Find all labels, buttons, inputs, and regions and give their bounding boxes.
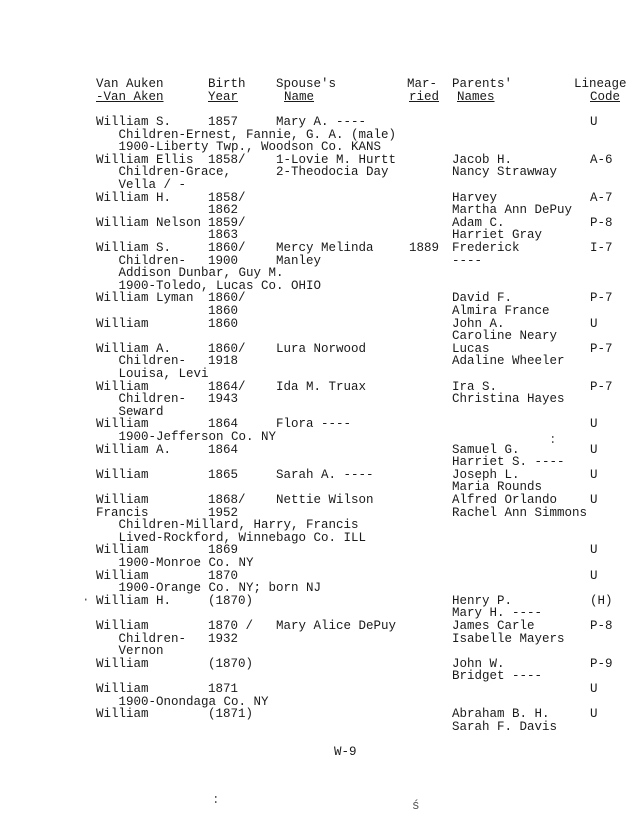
entry-parents: Isabelle Mayers	[452, 631, 565, 646]
header-lineage-line2: Code	[590, 90, 621, 104]
scan-speck: ·	[82, 593, 90, 607]
entry-name: Addison Dunbar, Guy M.	[96, 266, 284, 281]
entry-name: William A.	[96, 341, 172, 356]
entry-name: Children-	[96, 631, 187, 646]
entry-birth-year: 1870	[208, 568, 239, 583]
entry-name: William	[96, 379, 149, 394]
entry-birth-year: 1862	[208, 203, 239, 218]
scan-speck: ś	[412, 799, 420, 813]
page-number: W-9	[334, 745, 357, 759]
entry-name: Louisa, Levi	[96, 367, 209, 381]
entry-parents: David F.	[452, 291, 513, 306]
entry-lineage-code: I-7	[590, 241, 613, 255]
entry-parents: John W.	[452, 656, 505, 671]
entry-name: Children-	[96, 354, 187, 369]
entry-name: William	[96, 619, 149, 633]
entry-parents: Joseph L.	[452, 467, 520, 482]
header-spouse-line2: Name	[284, 90, 315, 104]
header-married-line1: Mar-	[407, 77, 438, 91]
entry-married-year: 1889	[409, 241, 440, 255]
entry-parents: Ira S.	[452, 379, 498, 394]
entry-name: 1900-Liberty Twp., Woodson Co. KANS	[96, 140, 382, 155]
entry-parents: Adaline Wheeler	[452, 354, 565, 369]
header-parents-line2: Names	[457, 90, 495, 104]
entry-lineage-code: U	[590, 467, 598, 482]
entry-lineage-code: U	[590, 493, 598, 507]
entry-spouse: Flora ----	[276, 417, 352, 432]
entry-parents: Samuel G.	[452, 442, 520, 457]
entry-birth-year: 1860	[208, 304, 239, 318]
entry-name: Children-Grace,	[96, 165, 232, 180]
entry-name: Francis	[96, 505, 149, 520]
entry-name: William	[96, 467, 149, 482]
entry-birth-year: 1869	[208, 543, 239, 558]
entry-name: William S.	[96, 241, 172, 255]
entry-lineage-code: A-6	[590, 152, 613, 167]
entry-lineage-code: U	[590, 316, 598, 331]
entry-birth-year: (1870)	[208, 593, 254, 608]
entry-name: William S.	[96, 115, 172, 129]
entry-birth-year: 1860	[208, 316, 239, 331]
entry-parents: Harvey	[452, 190, 498, 205]
entry-parents: Caroline Neary	[452, 329, 558, 344]
entry-name: William	[96, 417, 149, 432]
entry-birth-year: 1860/	[208, 341, 246, 356]
entry-spouse: Sarah A. ----	[276, 467, 374, 482]
entry-parents: Rachel Ann Simmons	[452, 505, 588, 520]
entry-name: William	[96, 707, 149, 722]
entry-birth-year: 1858/	[208, 152, 246, 167]
header-lineage-line1: Lineage	[574, 77, 627, 91]
entry-lineage-code: P-7	[590, 341, 613, 356]
header-birth-line1: Birth	[208, 77, 246, 91]
entry-spouse: Lura Norwood	[276, 341, 367, 356]
entry-lineage-code: U	[590, 442, 598, 457]
entry-birth-year: 1864	[208, 417, 239, 432]
entry-parents: ----	[452, 253, 483, 268]
entry-birth-year: (1870)	[208, 656, 254, 671]
scan-speck: :	[212, 793, 220, 807]
header-birth-line2: Year	[208, 90, 239, 104]
header-name-line1: Van Auken	[96, 77, 164, 91]
entry-parents: Nancy Strawway	[452, 165, 558, 180]
entry-birth-year: 1859/	[208, 215, 246, 230]
entry-parents: Bridget ----	[452, 669, 543, 684]
header-parents-line1: Parents'	[452, 77, 513, 91]
entry-name: William H.	[96, 190, 172, 205]
entry-parents: Christina Hayes	[452, 392, 565, 407]
entry-parents: Lucas	[452, 341, 490, 356]
entry-parents: Mary H. ----	[452, 606, 543, 621]
entry-birth-year: 1865	[208, 467, 239, 482]
entry-name: 1900-Monroe Co. NY	[96, 556, 254, 570]
entry-spouse: Mary A. ----	[276, 115, 367, 129]
entry-birth-year: 1900	[208, 253, 239, 268]
entry-parents: John A.	[452, 316, 505, 331]
entry-parents: James Carle	[452, 619, 535, 633]
entry-name: Children-	[96, 392, 187, 407]
entry-lineage-code: P-7	[590, 291, 613, 306]
entry-parents: Harriet S. ----	[452, 455, 565, 470]
entry-name: William	[96, 656, 149, 671]
entry-spouse: Mercy Melinda	[276, 241, 374, 255]
entry-parents: Martha Ann DePuy	[452, 203, 573, 218]
entry-name: William	[96, 682, 149, 696]
entry-spouse: Ida M. Truax	[276, 379, 367, 394]
entry-name: Seward	[96, 404, 164, 419]
entry-birth-year: 1870 /	[208, 619, 254, 633]
header-name-line2: -Van Aken	[96, 90, 164, 104]
entry-parents: Adam C.	[452, 215, 505, 230]
entry-name: 1900-Toledo, Lucas Co. OHIO	[96, 278, 322, 293]
entry-birth-year: 1860/	[208, 291, 246, 306]
entry-name: William	[96, 316, 149, 331]
entry-name: William A.	[96, 442, 172, 457]
entry-birth-year: 1952	[208, 505, 239, 520]
entry-birth-year: 1864	[208, 442, 239, 457]
entry-name: 1900-Orange Co. NY; born NJ	[96, 581, 322, 596]
entry-parents: Frederick	[452, 241, 520, 255]
entry-lineage-code: A-7	[590, 190, 613, 205]
entry-lineage-code: U	[590, 568, 598, 583]
entry-lineage-code: U	[590, 115, 598, 129]
entry-lineage-code: P-9	[590, 656, 613, 671]
entry-name: Children-Millard, Harry, Francis	[96, 518, 359, 533]
entry-birth-year: (1871)	[208, 707, 254, 722]
header-married-line2: ried	[409, 90, 440, 104]
entry-lineage-code: P-8	[590, 619, 613, 633]
entry-lineage-code: U	[590, 682, 598, 696]
entry-parents: Maria Rounds	[452, 480, 543, 495]
entry-name: William Lyman	[96, 291, 194, 306]
entry-birth-year: 1943	[208, 392, 239, 407]
entry-birth-year: 1932	[208, 631, 239, 646]
entry-birth-year: 1863	[208, 228, 239, 243]
entry-birth-year: 1857	[208, 115, 239, 129]
entry-lineage-code: U	[590, 417, 598, 432]
entry-spouse: 2-Theodocia Day	[276, 165, 389, 180]
entry-spouse: Nettie Wilson	[276, 493, 374, 507]
entry-spouse: 1-Lovie M. Hurtt	[276, 152, 397, 167]
scan-speck: :	[549, 433, 557, 447]
entry-parents: Abraham B. H.	[452, 707, 550, 722]
entry-parents: Almira France	[452, 304, 550, 318]
entry-spouse: Manley	[276, 253, 322, 268]
entry-birth-year: 1858/	[208, 190, 246, 205]
entry-birth-year: 1864/	[208, 379, 246, 394]
entry-parents: Sarah F. Davis	[452, 719, 558, 734]
entry-name: Vella / -	[96, 178, 187, 192]
entry-birth-year: 1868/	[208, 493, 246, 507]
entry-lineage-code: P-7	[590, 379, 613, 394]
entry-spouse: Mary Alice DePuy	[276, 619, 397, 633]
entry-lineage-code: U	[590, 707, 598, 722]
header-spouse-line1: Spouse's	[276, 77, 337, 91]
entry-birth-year: 1871	[208, 682, 239, 696]
entry-parents: Henry P.	[452, 593, 513, 608]
entry-parents: Alfred Orlando	[452, 493, 558, 507]
entry-birth-year: 1860/	[208, 241, 246, 255]
entry-birth-year: 1918	[208, 354, 239, 369]
entry-lineage-code: P-8	[590, 215, 613, 230]
entry-lineage-code: (H)	[590, 593, 613, 608]
entry-name: Children-	[96, 253, 187, 268]
entry-parents: Jacob H.	[452, 152, 513, 167]
entry-name: William	[96, 568, 149, 583]
entry-name: William H.	[96, 593, 172, 608]
entry-parents: Harriet Gray	[452, 228, 543, 243]
entry-name: Lived-Rockford, Winnebago Co. ILL	[96, 530, 367, 545]
entry-name: Children-Ernest, Fannie, G. A. (male)	[96, 127, 397, 142]
entry-name: William Nelson	[96, 215, 202, 230]
entry-name: 1900-Jefferson Co. NY	[96, 430, 277, 444]
entry-name: William Ellis	[96, 152, 194, 167]
entry-name: William	[96, 493, 149, 507]
entry-name: William	[96, 543, 149, 558]
entry-lineage-code: U	[590, 543, 598, 558]
entry-name: 1900-Onondaga Co. NY	[96, 694, 269, 709]
entry-name: Vernon	[96, 644, 164, 659]
